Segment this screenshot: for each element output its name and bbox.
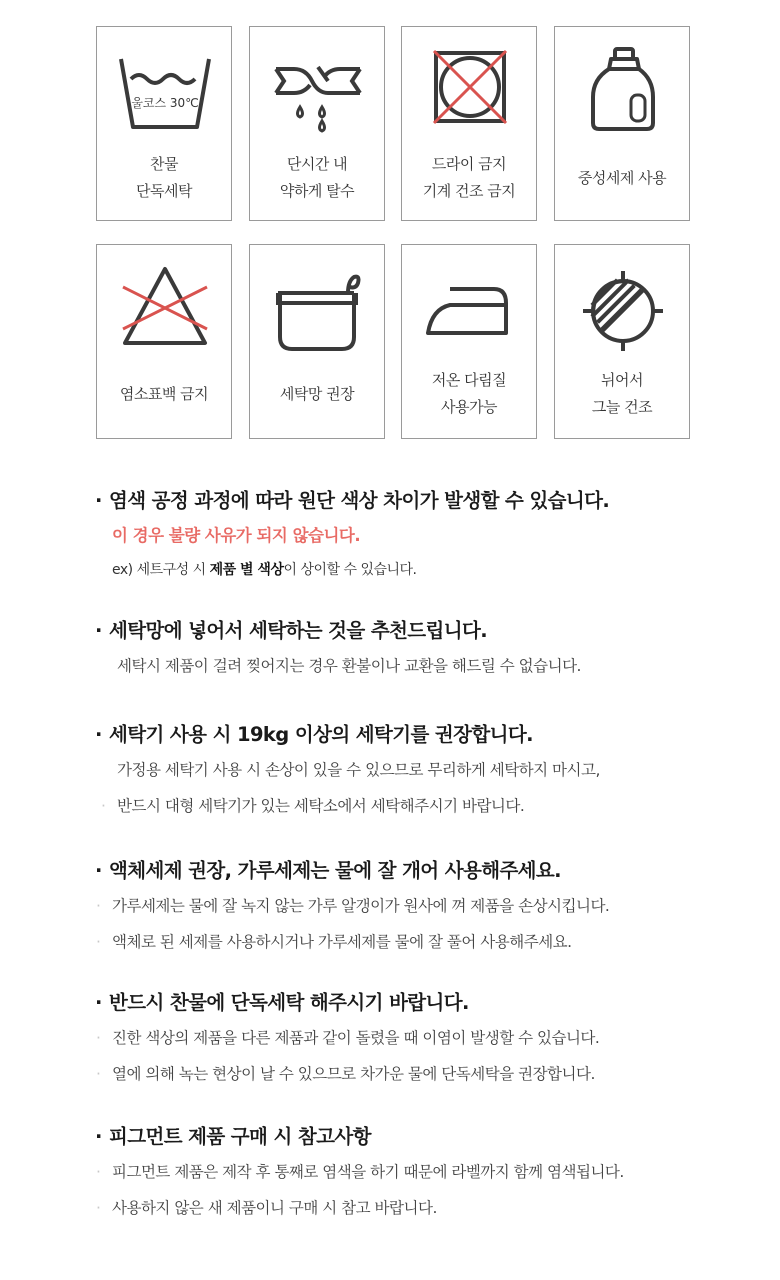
- care-label-text: 중성세제 사용: [577, 168, 667, 187]
- care-card-neutral-detergent: [554, 26, 690, 221]
- note-line: · 진한 색상의 제품을 다른 제품과 같이 돌렸을 때 이염이 발생할 수 있습니다.: [96, 1029, 600, 1047]
- note-section-laundry-net: [0, 614, 780, 694]
- note-section-color-variation: [0, 484, 780, 594]
- note-heading: · 반드시 찬물에 단독세탁 해주시기 바랍니다.: [95, 991, 469, 1014]
- neutral-detergent-icon: [573, 45, 673, 135]
- note-line: · 가루세제는 물에 잘 녹지 않는 가루 알갱이가 원사에 껴 제품을 손상시킵니다.: [96, 897, 610, 915]
- warning-text: 이 경우 불량 사유가 되지 않습니다.: [112, 526, 361, 545]
- care-label-text: 저온 다림질 사용가능: [431, 371, 507, 416]
- care-label-text: 염소표백 금지: [119, 384, 209, 403]
- note-heading: · 세탁망에 넣어서 세탁하는 것을 추천드립니다.: [95, 619, 488, 642]
- note-line: · 사용하지 않은 새 제품이니 구매 시 참고 바랍니다.: [96, 1199, 437, 1217]
- care-card-low-iron: [401, 244, 537, 439]
- care-label-text: 세탁망 권장: [279, 384, 355, 403]
- laundry-net-icon: [268, 263, 368, 353]
- cold-wash-icon: [115, 45, 215, 135]
- low-iron-icon: [420, 263, 520, 353]
- note-section-pigment: [0, 1120, 780, 1230]
- no-tumble-dry-icon: [420, 45, 520, 135]
- care-label-grid: [0, 0, 780, 460]
- note-line: 세탁시 제품이 걸려 찢어지는 경우 환불이나 교환을 해드릴 수 없습니다.: [117, 657, 581, 675]
- no-bleach-icon: [115, 263, 215, 353]
- care-card-cold-wash: [96, 26, 232, 221]
- care-card-no-tumble-dry: [401, 26, 537, 221]
- example-text: ex) 세트구성 시 제품 별 색상이 상이할 수 있습니다.: [112, 562, 417, 578]
- svg-text:울코스 30℃: 울코스 30℃: [131, 96, 199, 110]
- note-line: 가정용 세탁기 사용 시 손상이 있을 수 있으므로 무리하게 세탁하지 마시고,: [117, 761, 600, 779]
- note-heading: · 피그먼트 제품 구매 시 참고사항: [95, 1125, 371, 1148]
- care-label-text: 뉘어서 그늘 건조: [591, 371, 653, 416]
- care-label-text: 찬물 단독세탁: [136, 155, 192, 200]
- note-line: · 액체로 된 세제를 사용하시거나 가루세제를 물에 잘 풀어 사용해주세요.: [96, 933, 572, 951]
- note-line: · 반드시 대형 세탁기가 있는 세탁소에서 세탁해주시기 바랍니다.: [101, 797, 525, 815]
- care-card-gentle-spin: [249, 26, 385, 221]
- note-section-detergent: [0, 854, 780, 964]
- note-line: · 열에 의해 녹는 현상이 날 수 있으므로 차가운 물에 단독세탁을 권장합니다.: [96, 1065, 595, 1083]
- care-card-flat-dry-shade: [554, 244, 690, 439]
- note-heading: · 액체세제 권장, 가루세제는 물에 잘 개어 사용해주세요.: [95, 859, 561, 882]
- care-card-laundry-net: [249, 244, 385, 439]
- care-label-text: 드라이 금지 기계 건조 금지: [422, 155, 516, 200]
- care-card-no-bleach: [96, 244, 232, 439]
- note-heading: · 염색 공정 과정에 따라 원단 색상 차이가 발생할 수 있습니다.: [95, 489, 610, 512]
- note-heading: · 세탁기 사용 시 19kg 이상의 세탁기를 권장합니다.: [95, 723, 533, 746]
- note-line: · 피그먼트 제품은 제작 후 통째로 염색을 하기 때문에 라벨까지 함께 염색됩니다.: [96, 1163, 624, 1181]
- gentle-spin-icon: [268, 45, 368, 135]
- note-section-cold-wash: [0, 986, 780, 1096]
- flat-dry-shade-icon: [573, 263, 673, 353]
- care-label-text: 단시간 내 약하게 탈수: [279, 155, 355, 200]
- note-section-washer-size: [0, 718, 780, 828]
